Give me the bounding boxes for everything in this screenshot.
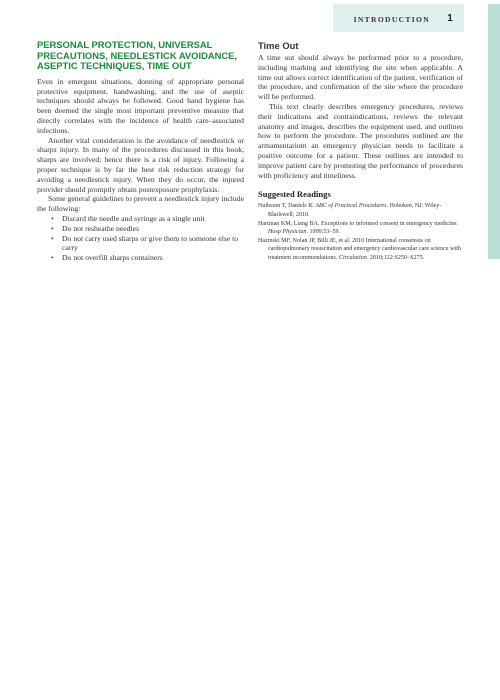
paragraph-guidelines-intro: Some general guidelines to prevent a needlestick injury include the following:	[37, 194, 244, 214]
section-heading: PERSONAL PROTECTION, UNIVERSAL PRECAUTIONS, NEEDLESTICK AVOIDANCE, ASEPTIC TECHNIQUES, TIME OUT	[37, 39, 238, 72]
paragraph-needlestick: Another vital consideration is the avoidance of needlestick or sharps injury. In many of the procedures discussed in this book, sharps are involved; hence there is a risk of injury. Following a proper technique is by far the best risk reduction strategy for avoiding a needlestick injury. When they do occur, the injured provider should promptly obtain postexposure prophylaxis.	[37, 135, 244, 194]
list-item: • Do not carry used sharps or give them to someone else to carry	[51, 234, 244, 254]
right-column	[258, 40, 463, 263]
reference-list	[258, 202, 463, 261]
suggested-readings-heading: Suggested Readings	[258, 189, 331, 200]
paragraph-text-description: This text clearly describes emergency procedures, reviews their indications and contraindications, reviews the relevant anatomy and images, describes the equipment used, and outlines how to perform the procedure. The procedures outlined are the armamentarium an emergency physician needs to facilitate a positive outcome for a patient. These outlines are intended to improve patient care by promoting the performance of procedures with proficiency and timeliness.	[258, 101, 463, 180]
paragraph-time-out: A time out should always be performed prior to a procedure, including marking and identifying the site when applicable. A time out allows correct identification of the patient, verification of the procedure, and confirmation of the site where the procedure will be performed.	[258, 53, 463, 102]
running-header-section: INTRODUCTION	[353, 15, 430, 24]
guidelines-list	[37, 214, 244, 263]
page-number: 1	[447, 12, 453, 24]
paragraph-ppe: Even in emergent situations, donning of appropriate personal protective equipment, handwashing, and the use of aseptic techniques should always be followed. Good hand hygiene has been deemed the single most important preventive measure that directly correlates with the incidence of health care–associated infections.	[37, 76, 244, 135]
reference-item: Hartman KM, Liang BA. Exceptions to informed consent in emergency medicine. Hosp Physician. 1999;53–59.	[258, 220, 459, 235]
chapter-edge-tab	[488, 4, 500, 259]
list-item: • Do not overfill sharps containers	[51, 253, 244, 263]
subsection-heading-time-out: Time Out	[258, 40, 299, 51]
page-number-box	[436, 4, 464, 32]
left-column	[37, 40, 244, 263]
list-item: • Discard the needle and syringe as a single unit	[51, 214, 244, 224]
reference-item: Hazinski MF, Nolan JP, Billi JE, et al. 2010 International consensus on cardiopulmonary resuscitation and emergency cardiovascular care science with treatment recommendations. Circulation. 2010;122:S250–S275.	[258, 238, 461, 261]
list-item: • Do not resheathe needles	[51, 224, 244, 234]
reference-item: Nutbeam T, Daniels R. ABC of Practical Procedures. Hoboken, NJ: Wiley-Blackwell; 2010.	[258, 203, 442, 218]
